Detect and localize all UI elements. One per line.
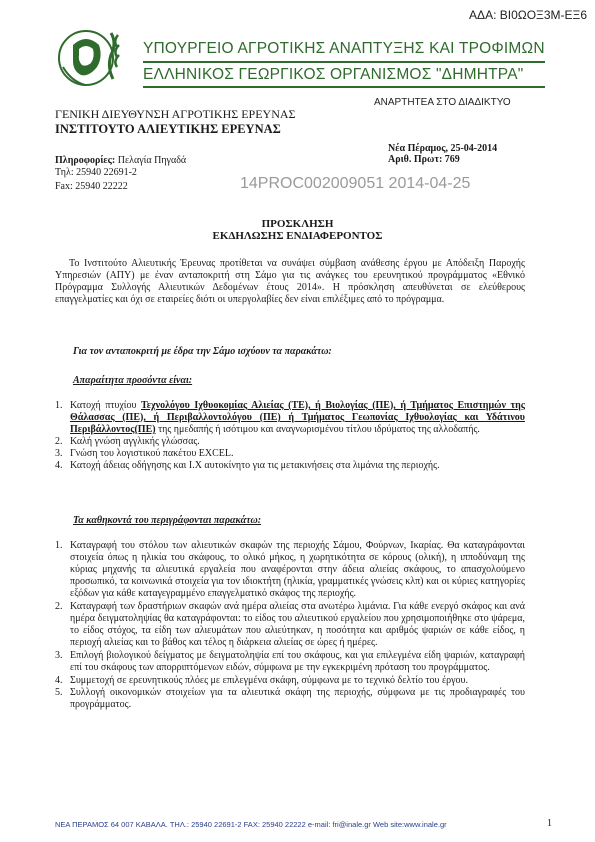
qualifications-heading: Απαραίτητα προσόντα είναι:: [73, 375, 193, 386]
protocol-number: Αριθ. Πρωτ: 769: [388, 154, 460, 165]
organization-name: ΕΛΛΗΝΙΚΟΣ ΓΕΩΡΓΙΚΟΣ ΟΡΓΑΝΙΣΜΟΣ "ΔΗΜΗΤΡΑ": [143, 66, 524, 83]
degree-list: Τεχνολόγου Ιχθυοκομίας Αλιείας (ΤΕ), ή Βιολογίας (ΠΕ), ή Τμήματος Επιστημών της Θάλασσας (ΠΕ), ή Περιβαλλοντολόγου (ΠΕ) ή Τμήματος Γεωπονίας Ιχθυολογίας και Υδάτινου Περιβάλλοντος(ΠΕ): [70, 400, 525, 435]
list-number: 2.: [55, 436, 63, 447]
telephone: Τηλ: 25940 22691-2: [55, 167, 137, 178]
list-text: Γνώση του λογιστικού πακέτου EXCEL.: [70, 448, 234, 459]
list-text: Συμμετοχή σε ερευνητικούς πλόες με επιλεγμένα σκάφη, σύμφωνα με το τεχνικό δελτίο του έργου.: [70, 675, 469, 686]
duties-heading: Τα καθηκοντά του περιγράφονται παρακάτω:: [73, 515, 262, 526]
list-item: [55, 540, 525, 600]
page-number: 1: [547, 818, 552, 829]
list-text: Επιλογή βιολογικού δείγματος με δειγματοληψία επί του σκάφους, και για επιλεγμένα είδη ψαριών, καταγραφή επί του σκάφους των απορριπτόμενων ειδών, σύμφωνα με την εγκεκριμένη πρόταση του προγράμματος.: [70, 650, 525, 673]
intro-paragraph: Το Ινστιτούτο Αλιευτικής Έρευνας προτίθεται να συνάψει σύμβαση ανάθεσης έργου με Απόδειξη Παροχής Υπηρεσιών (ΑΠΥ) με έναν ανταποκριτή στη Σάμο για τις ανάγκες του ερευνητικού προγράμματος «Εθνικό Πρόγραμμα Συλλογής Αλιευτικών Δεδομένων έτους 2014». Η πρόσκληση απευθύνεται σε ελεύθερους επαγγελματίες και όχι σε εταιρείες διότι οι υπεργολαβίες δεν είναι επιλέξιμες από το πρόγραμμα.: [55, 258, 525, 305]
header-divider-top: [143, 61, 545, 63]
document-title: ΠΡΟΣΚΛΗΣΗ: [261, 218, 334, 230]
list-item: [55, 675, 525, 687]
list-text: Συλλογή οικονομικών στοιχείων για τα αλιευτικά σκάφη της περιοχής, σύμφωνα με τις προδιαγραφές του προγράμματος.: [70, 687, 525, 710]
fax: Fax: 25940 22222: [55, 181, 128, 192]
list-number: 4.: [55, 675, 63, 686]
list-item: [55, 687, 525, 711]
list-item: [55, 650, 525, 674]
ada-code: ΑΔΑ: ΒΙ0ΩΟΞ3Μ-ΕΞ6: [469, 8, 587, 22]
footer-contact: ΝΕΑ ΠΕΡΑΜΟΣ 64 007 ΚΑΒΑΛΑ. ΤΗΛ.: 25940 22691-2 FAX: 25940 22222 e-mail: fri@inale.gr Web site:www.inale.gr: [55, 820, 447, 829]
info-label: Πληροφορίες:: [55, 155, 116, 166]
list-text: Κατοχή άδειας οδήγησης και Ι.Χ αυτοκίνητο για τις μετακινήσεις στα λιμάνια της περιοχής.: [70, 460, 440, 471]
general-directorate: ΓΕΝΙΚΗ ΔΙΕΥΘΥΝΣΗ ΑΓΡΟΤΙΚΗΣ ΕΡΕΥΝΑΣ: [55, 107, 296, 121]
list-text: της ημεδαπής ή ισότιμου και αναγνωρισμένου τίτλου ιδρύματος της αλλοδαπής.: [155, 424, 480, 435]
list-number: 3.: [55, 448, 63, 459]
list-text: Κατοχή πτυχίου: [70, 400, 141, 411]
list-number: 3.: [55, 650, 63, 661]
header-divider-bottom: [143, 86, 545, 88]
place-date: Νέα Πέραμος, 25-04-2014: [388, 143, 498, 154]
list-number: 4.: [55, 460, 63, 471]
list-text: Καταγραφή των δραστήριων σκαφών ανά ημέρα αλιείας στα ανωτέρω λιμάνια. Για κάθε ενεργό σκάφος και ανά ημέρα δειγματοληψίας θα καταγράφονται: το είδος του αλιευτικού εργαλείου που χρησιμοποιήθηκε στο ψάρεμα, το είδος στόχος, τα είδη των αλιευμάτων που αλιεύτηκαν, η ποσότητα και αριθμός ψαριών σε κάθε είδος, η περιοχή αλιείας και το βάθος και τέλος η διάρκεια αλιείας σε ώρες ή ημέρες.: [70, 601, 525, 648]
list-text: Καταγραφή του στόλου των αλιευτικών σκαφών της περιοχής Σάμου, Φούρνων, Ικαρίας. Θα καταγράφονται στοιχεία όπως η ηλικία του σκάφους, το ολικό μήκος, η χωρητικότητα σε κόρους (ολική), η ιπποδύναμη της κύριας μηχανής τα αλιευτικά εργαλεία που αναφέρονται στην άδεια αλιείας σκάφους, το απασχολούμενο προσωπικό, τα κοινωνικά στοιχεία για τον ιδιοκτήτη (ηλικία, γραμματικές γνώσεις κλπ) και οι κύριες κατηγορίες εξόδων για κάθε καταγεγραμμένο επαγγελματικό σκάφος της περιοχής.: [70, 540, 525, 599]
proc-stamp: 14PROC002009051 2014-04-25: [240, 175, 471, 192]
list-number: 1.: [55, 400, 63, 411]
list-item: [55, 460, 525, 472]
duties-list: [55, 540, 525, 711]
list-item: [55, 601, 525, 649]
list-item: [55, 448, 525, 460]
ministry-name: ΥΠΟΥΡΓΕΙΟ ΑΓΡΟΤΙΚΗΣ ΑΝΑΠΤΥΞΗΣ ΚΑΙ ΤΡΟΦΙΜΩΝ: [143, 40, 545, 57]
institute-name: ΙΝΣΤΙΤΟΥΤΟ ΑΛΙΕΥΤΙΚΗΣ ΕΡΕΥΝΑΣ: [55, 122, 281, 136]
info-value: Πελαγία Πηγαδά: [117, 155, 187, 166]
samos-heading: Για τον ανταποκριτή με έδρα την Σάμο ισχύουν τα παρακάτω:: [73, 346, 332, 357]
info-contact: [55, 155, 186, 166]
list-text: Καλή γνώση αγγλικής γλώσσας.: [70, 436, 200, 447]
list-number: 1.: [55, 540, 63, 551]
list-item: [55, 436, 525, 448]
list-number: 2.: [55, 601, 63, 612]
list-number: 5.: [55, 687, 63, 698]
post-notice: ΑΝΑΡΤΗΤΕΑ ΣΤΟ ΔΙΑΔΙΚΤΥΟ: [374, 97, 511, 108]
list-item: [55, 400, 525, 436]
demeter-logo: [55, 27, 135, 89]
document-subtitle: ΕΚΔΗΛΩΣΗΣ ΕΝΔΙΑΦΕΡΟΝΤΟΣ: [212, 230, 383, 242]
qualifications-list: [55, 400, 525, 472]
